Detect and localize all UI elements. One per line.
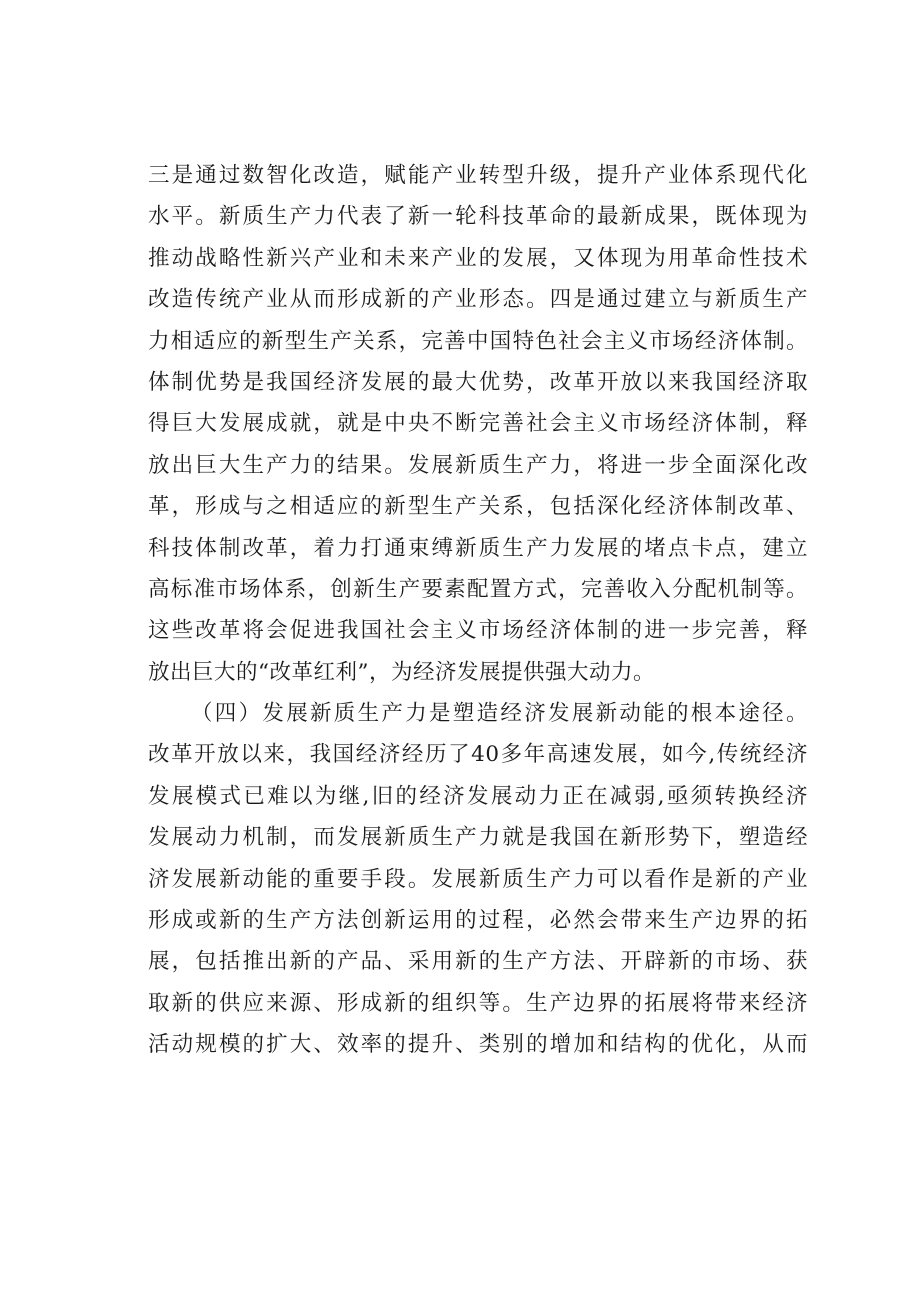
text-line: 发展模式已难以为继,旧的经济发展动力正在减弱,亟须转换经济 <box>148 783 808 809</box>
text-line: 高标准市场体系，创新生产要素配置方式，完善收入分配机制等。 <box>148 576 808 602</box>
text-line: 得巨大发展成就，就是中央不断完善社会主义市场经济体制，释 <box>148 411 808 437</box>
text-line: 展，包括推出新的产品、采用新的生产方法、开辟新的市场、获 <box>148 949 808 975</box>
text-line: 科技体制改革，着力打通束缚新质生产力发展的堵点卡点，建立 <box>148 535 808 561</box>
paragraph-last-line: 放出巨大的“改革红利”，为经济发展提供强大动力。 <box>148 659 655 685</box>
text-line: 这些改革将会促进我国社会主义市场经济体制的进一步完善，释 <box>148 618 808 644</box>
text-line: 体制优势是我国经济发展的最大优势，改革开放以来我国经济取 <box>148 369 808 395</box>
text-line: 放出巨大生产力的结果。发展新质生产力，将进一步全面深化改 <box>148 452 808 478</box>
section-heading-line: （四）发展新质生产力是塑造经济发展新动能的根本途径。 <box>191 701 808 727</box>
text-line: 取新的供应来源、形成新的组织等。生产边界的拓展将带来经济 <box>148 990 808 1016</box>
text-line: 发展动力机制，而发展新质生产力就是我国在新形势下，塑造经 <box>148 825 808 851</box>
text-line: 水平。新质生产力代表了新一轮科技革命的最新成果，既体现为 <box>148 204 808 230</box>
text-line: 形成或新的生产方法创新运用的过程，必然会带来生产边界的拓 <box>148 908 808 934</box>
text-line: 力相适应的新型生产关系，完善中国特色社会主义市场经济体制。 <box>148 328 808 354</box>
text-line: 改造传统产业从而形成新的产业形态。四是通过建立与新质生产 <box>148 287 808 313</box>
text-line: 革，形成与之相适应的新型生产关系，包括深化经济体制改革、 <box>148 494 808 520</box>
text-line: 活动规模的扩大、效率的提升、类别的增加和结构的优化，从而 <box>148 1032 808 1058</box>
text-line: 改革开放以来，我国经济经历了40多年高速发展，如今,传统经济 <box>148 742 808 768</box>
text-line: 三是通过数智化改造，赋能产业转型升级，提升产业体系现代化 <box>148 163 808 188</box>
body-text <box>148 155 808 1066</box>
text-line: 济发展新动能的重要手段。发展新质生产力可以看作是新的产业 <box>148 866 808 892</box>
text-line: 推动战略性新兴产业和未来产业的发展，又体现为用革命性技术 <box>148 245 808 271</box>
